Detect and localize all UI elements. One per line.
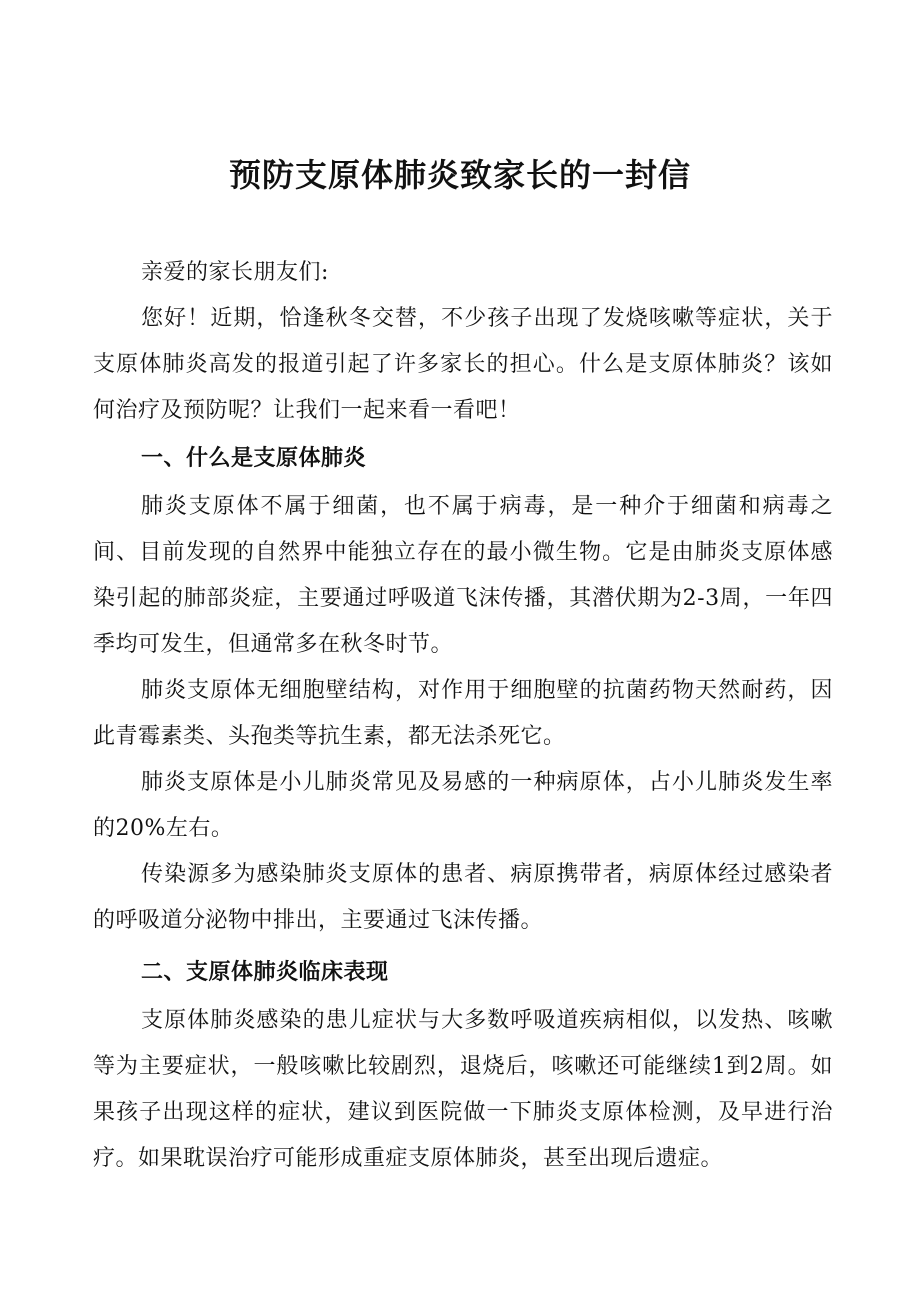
section-heading-1: 一、什么是支原体肺炎 [141,446,367,471]
intro-paragraph: 您好！近期，恰逢秋冬交替，不少孩子出现了发烧咳嗽等症状，关于支原体肺炎高发的报道引起了许多家长的担心。什么是支原体肺炎？该如何治疗及预防呢？让我们一起来看一看吧！ [93,306,833,423]
section-heading-2: 二、支原体肺炎临床表现 [141,960,389,985]
section-1-paragraph-3: 肺炎支原体是小儿肺炎常见及易感的一种病原体，占小儿肺炎发生率的20%左右。 [93,770,833,841]
section-2-paragraph-1: 支原体肺炎感染的患儿症状与大多数呼吸道疾病相似，以发热、咳嗽等为主要症状，一般咳嗽比较剧烈，退烧后，咳嗽还可能继续1到2周。如果孩子出现这样的症状，建议到医院做一下肺炎支原体检测，及早进行治疗。如果耽误治疗可能形成重症支原体肺炎，甚至出现后遗症。 [93,1008,833,1171]
letter-body [93,250,833,1182]
section-1-paragraph-1: 肺炎支原体不属于细菌，也不属于病毒，是一种介于细菌和病毒之间、目前发现的自然界中能独立存在的最小微生物。它是由肺炎支原体感染引起的肺部炎症，主要通过呼吸道飞沫传播，其潜伏期为2-3周，一年四季均可发生，但通常多在秋冬时节。 [93,494,833,657]
greeting: 亲爱的家长朋友们: [141,260,329,285]
section-1-paragraph-2: 肺炎支原体无细胞壁结构，对作用于细胞壁的抗菌药物天然耐药，因此青霉素类、头孢类等抗生素，都无法杀死它。 [93,678,833,749]
section-1-paragraph-4: 传染源多为感染肺炎支原体的患者、病原携带者，病原体经过感染者的呼吸道分泌物中排出，主要通过飞沫传播。 [93,862,833,933]
page-title: 预防支原体肺炎致家长的一封信 [228,156,691,194]
